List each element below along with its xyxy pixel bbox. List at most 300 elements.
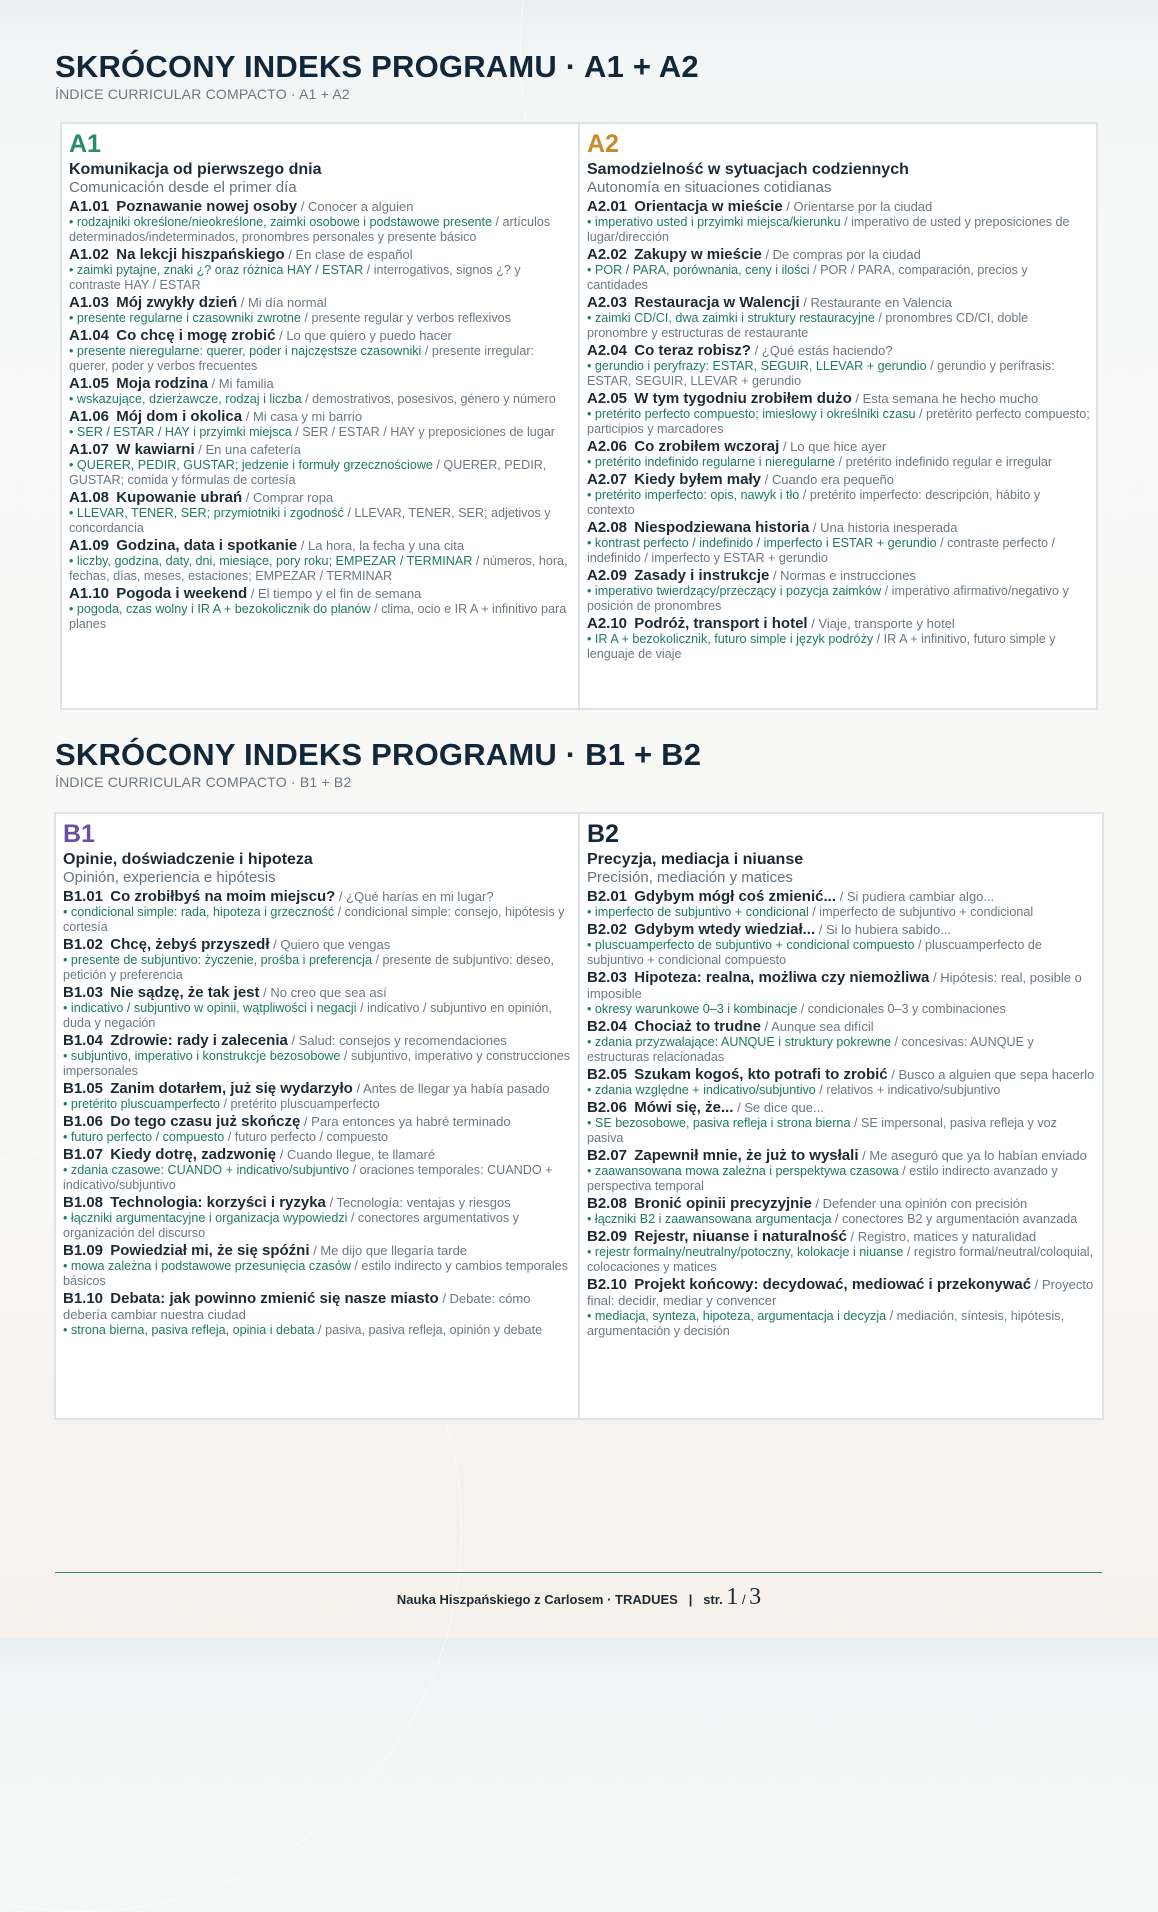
unit-description: • łączniki argumentacyjne i organizacja wypowiedzi / conectores argumentativos y organización del discurso (63, 1211, 519, 1240)
unit-entry (69, 376, 572, 407)
unit-entry (587, 1196, 1096, 1227)
bullet-icon: • (69, 392, 77, 406)
bullet-icon: • (587, 1245, 595, 1259)
unit-description: • łączniki B2 i zaawansowana argumentacja / conectores B2 y argumentación avanzada (587, 1212, 1078, 1226)
unit-code: B1.06 (63, 1113, 104, 1130)
unit-title-es: Proyecto final: decidir, mediar y convencer (587, 1277, 1094, 1308)
unit-code: B2.04 (587, 1018, 628, 1035)
bullet-icon: • (587, 584, 595, 598)
unit-description: • wskazujące, dzierżawcze, rodzaj i liczba / demostrativos, posesivos, género y número (69, 392, 556, 406)
unit-entry (587, 922, 1096, 968)
unit-title: Niespodziewana historia (634, 519, 810, 536)
unit-heading: B1.07 Kiedy dotrę, zadzwonię / Cuando llegue, te llamaré (63, 1146, 436, 1163)
index-table-b (54, 812, 1104, 1420)
unit-title: Zasady i instrukcje (634, 567, 770, 584)
unit-entry (587, 295, 1090, 341)
unit-grammar-es: IR A + infinitivo, futuro simple y lenguaje de viaje (587, 632, 1056, 661)
unit-grammar-pl: okresy warunkowe 0–3 i kombinacje (594, 1002, 798, 1016)
unit-description: • SE bezosobowe, pasiva refleja i strona bierna / SE impersonal, pasiva refleja y voz pasiva (587, 1116, 1057, 1145)
unit-code: B1.02 (63, 936, 104, 953)
unit-entry (587, 520, 1090, 566)
bullet-icon: • (63, 1130, 71, 1144)
unit-description: • imperfecto de subjuntivo + condicional / imperfecto de subjuntivo + condicional (587, 905, 1034, 919)
unit-grammar-pl: SER / ESTAR / HAY i przyimki miejsca (76, 425, 292, 439)
unit-title-es: Debate: cómo debería cambiar nuestra ciudad (63, 1291, 531, 1322)
bullet-icon: • (69, 458, 77, 472)
unit-title-es: Me dijo que llegaría tarde (320, 1243, 468, 1258)
page-label: str. (703, 1592, 723, 1607)
unit-grammar-es: condicional simple: consejo, hipótesis y cortesía (63, 905, 565, 934)
unit-grammar-es: presente regular y verbos reflexivos (311, 311, 511, 325)
unit-heading: A2.01 Orientacja w mieście / Orientarse por la ciudad (587, 198, 933, 215)
unit-grammar-pl: zdania względne + indicativo/subjuntivo (594, 1083, 816, 1097)
unit-entry (69, 295, 572, 326)
unit-heading: A1.10 Pogoda i weekend / El tiempo y el fin de semana (69, 585, 422, 602)
unit-grammar-es: imperfecto de subjuntivo + condicional (819, 905, 1034, 919)
bullet-icon: • (69, 554, 77, 568)
unit-title: Godzina, data i spotkanie (116, 537, 298, 554)
unit-title-es: Normas e instrucciones (780, 568, 916, 583)
bullet-icon: • (587, 1116, 595, 1130)
unit-description: • strona bierna, pasiva refleja, opinia i debata / pasiva, pasiva refleja, opinión y debate (63, 1323, 543, 1337)
unit-entry (63, 1081, 572, 1112)
unit-entry (587, 889, 1096, 920)
unit-code: A2.04 (587, 342, 628, 359)
unit-entry (69, 538, 572, 584)
unit-grammar-es: futuro perfecto / compuesto (234, 1130, 389, 1144)
unit-heading: A2.03 Restauracja w Walencji / Restaurante en Valencia (587, 294, 952, 311)
bullet-icon: • (63, 1211, 71, 1225)
unit-grammar-pl: pretérito perfecto compuesto; imiesłowy i określniki czasu (594, 407, 916, 421)
unit-entry (587, 472, 1090, 518)
page-total: 3 (749, 1584, 762, 1610)
unit-grammar-es: LLEVAR, TENER, SER; adjetivos y concordancia (69, 506, 551, 535)
unit-title: Mój dom i okolica (116, 408, 243, 425)
unit-heading: A1.05 Moja rodzina / Mi familia (69, 375, 274, 392)
unit-description: • pogoda, czas wolny i IR A + bezokolicznik do planów / clima, ocio e IR A + infinitivo para planes (69, 602, 567, 631)
unit-entry (63, 1195, 572, 1241)
unit-grammar-pl: POR / PARA, porównania, ceny i ilości (594, 263, 810, 277)
unit-code: B2.03 (587, 969, 628, 986)
unit-title-es: Mi familia (218, 376, 274, 391)
column-subtitle: Precisión, mediación y matices (587, 869, 793, 886)
bullet-icon: • (587, 536, 595, 550)
unit-entry (63, 985, 572, 1031)
unit-code: B1.04 (63, 1032, 104, 1049)
index-table-a (60, 122, 1098, 710)
unit-entry (587, 1148, 1096, 1194)
unit-description: • zaawansowana mowa zależna i perspektywa czasowa / estilo indirecto avanzado y perspectiva temporal (587, 1164, 1058, 1193)
unit-code: B2.05 (587, 1066, 628, 1083)
unit-title: Orientacja w mieście (634, 198, 783, 215)
unit-grammar-pl: zaimki CD/CI, dwa zaimki i struktury restauracyjne (594, 311, 875, 325)
bullet-icon: • (69, 425, 77, 439)
unit-grammar-es: estilo indirecto y cambios temporales básicos (63, 1259, 568, 1288)
unit-entry (587, 439, 1090, 470)
unit-title: Technologia: korzyści i ryzyka (110, 1194, 326, 1211)
unit-heading: B1.02 Chcę, żebyś przyszedł / Quiero que vengas (63, 936, 391, 953)
unit-title: Mój zwykły dzień (116, 294, 238, 311)
unit-code: A1.10 (69, 585, 110, 602)
unit-entry (69, 490, 572, 536)
unit-description: • pretérito imperfecto: opis, nawyk i tło / pretérito imperfecto: descripción, hábito y contexto (587, 488, 1041, 517)
unit-grammar-es: clima, ocio e IR A + infinitivo para planes (69, 602, 567, 631)
unit-title: Szukam kogoś, kto potrafi to zrobić (634, 1066, 888, 1083)
unit-title: Bronić opinii precyzyjnie (634, 1195, 812, 1212)
unit-title: Gdybym wtedy wiedział... (634, 921, 816, 938)
unit-code: B2.06 (587, 1099, 628, 1116)
unit-title-es: La hora, la fecha y una cita (307, 538, 465, 553)
unit-grammar-pl: kontrast perfecto / indefinido / imperfecto i ESTAR + gerundio (594, 536, 937, 550)
unit-grammar-pl: futuro perfecto / compuesto (70, 1130, 225, 1144)
unit-code: B2.01 (587, 888, 628, 905)
unit-title: Nie sądzę, że tak jest (110, 984, 260, 1001)
unit-title: Zakupy w mieście (634, 246, 762, 263)
unit-title: Chcę, żebyś przyszedł (110, 936, 270, 953)
unit-grammar-pl: subjuntivo, imperativo i konstrukcje bezosobowe (70, 1049, 341, 1063)
unit-grammar-pl: strona bierna, pasiva refleja, opinia i debata (70, 1323, 315, 1337)
unit-heading: B2.10 Projekt końcowy: decydować, mediować i przekonywać / Proyecto final: decidir, mediar y convencer (587, 1276, 1094, 1308)
bullet-icon: • (587, 311, 595, 325)
unit-description: • presente de subjuntivo: życzenie, prośba i preferencja / presente de subjuntivo: deseo, petición y preferencia (63, 953, 554, 982)
unit-heading: B1.10 Debata: jak powinno zmienić się nasze miasto / Debate: cómo debería cambiar nuestra ciudad (63, 1290, 531, 1322)
unit-heading: B2.04 Chociaż to trudne / Aunque sea difícil (587, 1018, 874, 1035)
unit-title: W kawiarni (116, 441, 195, 458)
unit-grammar-pl: pretérito pluscuamperfecto (70, 1097, 221, 1111)
unit-code: A2.09 (587, 567, 628, 584)
unit-code: B2.08 (587, 1195, 628, 1212)
unit-grammar-pl: mowa zależna i podstawowe przesunięcia czasów (70, 1259, 351, 1273)
unit-code: A1.09 (69, 537, 110, 554)
bullet-icon: • (587, 938, 595, 952)
bullet-icon: • (587, 1083, 595, 1097)
level-heading: B2 (587, 820, 619, 848)
section-title: SKRÓCONY INDEKS PROGRAMU · B1 + B2 (55, 737, 702, 772)
unit-entry (69, 586, 572, 632)
unit-title-es: De compras por la ciudad (772, 247, 921, 262)
bullet-icon: • (587, 1309, 595, 1323)
unit-description: • rejestr formalny/neutralny/potoczny, kolokacje i niuanse / registro formal/neutral/coloquial, colocaciones y matices (587, 1245, 1094, 1274)
unit-heading: B1.08 Technologia: korzyści i ryzyka / Tecnología: ventajas y riesgos (63, 1194, 511, 1211)
unit-description: • rodzajniki określone/nieokreślone, zaimki osobowe i podstawowe presente / artículos determinados/indeterminados, pronombres personales y presente básico (69, 215, 551, 244)
bullet-icon: • (69, 344, 77, 358)
unit-description: • imperativo twierdzący/przeczący i pozycja zaimków / imperativo afirmativo/negativo y posición de pronombres (587, 584, 1069, 613)
unit-entry (587, 568, 1090, 614)
bullet-icon: • (63, 1259, 71, 1273)
unit-code: B2.07 (587, 1147, 628, 1164)
unit-title: Zanim dotarłem, już się wydarzyło (110, 1080, 353, 1097)
unit-grammar-es: relativos + indicativo/subjuntivo (826, 1083, 1001, 1097)
unit-description: • zdania przyzwalające: AUNQUE i struktury pokrewne / concesivas: AUNQUE y estructuras relacionadas (587, 1035, 1034, 1064)
bullet-icon: • (587, 407, 595, 421)
unit-heading: A2.10 Podróż, transport i hotel / Viaje, transporte y hotel (587, 615, 955, 632)
unit-grammar-es: gerundio y perífrasis: ESTAR, SEGUIR, LLEVAR + gerundio (587, 359, 1055, 388)
unit-title-es: Cuando era pequeño (771, 472, 895, 487)
unit-title: Pogoda i weekend (116, 585, 248, 602)
unit-description: • zaimki CD/CI, dwa zaimki i struktury restauracyjne / pronombres CD/CI, doble pronombre y estructuras de restaurante (587, 311, 1029, 340)
unit-description: • condicional simple: rada, hipoteza i grzeczność / condicional simple: consejo, hipótesis y cortesía (63, 905, 565, 934)
unit-description: • LLEVAR, TENER, SER; przymiotniki i zgodność / LLEVAR, TENER, SER; adjetivos y concordancia (69, 506, 551, 535)
unit-grammar-es: estilo indirecto avanzado y perspectiva temporal (587, 1164, 1058, 1193)
level-heading: B1 (63, 820, 95, 848)
unit-entry (63, 1291, 572, 1338)
unit-entry (587, 1100, 1096, 1146)
unit-grammar-es: pasiva, pasiva refleja, opinión y debate (325, 1323, 543, 1337)
unit-entry (587, 247, 1090, 293)
unit-entry (587, 343, 1090, 389)
unit-title-es: No creo que sea así (270, 985, 387, 1000)
bullet-icon: • (587, 455, 595, 469)
unit-heading: B2.06 Mówi się, że... / Se dice que... (587, 1099, 824, 1116)
unit-code: A1.05 (69, 375, 110, 392)
unit-grammar-es: SE impersonal, pasiva refleja y voz pasiva (587, 1116, 1057, 1145)
unit-entry (587, 1067, 1096, 1098)
bullet-icon: • (69, 263, 77, 277)
bullet-icon: • (587, 1002, 595, 1016)
unit-heading: A2.02 Zakupy w mieście / De compras por la ciudad (587, 246, 921, 263)
unit-heading: B1.01 Co zrobiłbyś na moim miejscu? / ¿Qué harías en mi lugar? (63, 888, 494, 905)
unit-heading: B2.08 Bronić opinii precyzyjnie / Defender una opinión con precisión (587, 1195, 1028, 1212)
unit-code: B1.08 (63, 1194, 104, 1211)
unit-title-es: En una cafetería (205, 442, 301, 457)
unit-title-es: Viaje, transporte y hotel (818, 616, 955, 631)
unit-code: A1.02 (69, 246, 110, 263)
unit-title: Gdybym mógł coś zmienić... (634, 888, 836, 905)
unit-grammar-es: conectores argumentativos y organización del discurso (63, 1211, 519, 1240)
unit-title: Co teraz robisz? (634, 342, 751, 359)
unit-title: Kiedy dotrę, zadzwonię (110, 1146, 277, 1163)
column-a1 (62, 124, 578, 708)
unit-heading: A2.09 Zasady i instrukcje / Normas e instrucciones (587, 567, 916, 584)
unit-title: Moja rodzina (116, 375, 208, 392)
unit-title: Co zrobiłem wczoraj (634, 438, 780, 455)
unit-title-es: Restaurante en Valencia (810, 295, 952, 310)
column-subtitle: Opinión, experiencia e hipótesis (63, 869, 276, 886)
unit-description: • okresy warunkowe 0–3 i kombinacje / condicionales 0–3 y combinaciones (587, 1002, 1006, 1016)
bullet-icon: • (69, 215, 77, 229)
bullet-icon: • (63, 953, 71, 967)
bullet-icon: • (63, 1323, 71, 1337)
unit-title-es: Se dice que... (744, 1100, 824, 1115)
footer-divider (55, 1572, 1102, 1573)
unit-title-es: Cuando llegue, te llamaré (286, 1147, 436, 1162)
unit-heading: A1.02 Na lekcji hiszpańskiego / En clase de español (69, 246, 413, 263)
unit-entry (63, 937, 572, 983)
unit-title-es: Mi casa y mi barrio (252, 409, 363, 424)
unit-code: A1.06 (69, 408, 110, 425)
unit-heading: B1.04 Zdrowie: rady i zalecenia / Salud: consejos y recomendaciones (63, 1032, 507, 1049)
unit-entry (587, 1229, 1096, 1275)
unit-heading: A2.04 Co teraz robisz? / ¿Qué estás haciendo? (587, 342, 893, 359)
unit-grammar-es: condicionales 0–3 y combinaciones (807, 1002, 1006, 1016)
unit-code: B1.09 (63, 1242, 104, 1259)
unit-description: • gerundio i peryfrazy: ESTAR, SEGUIR, LLEVAR + gerundio / gerundio y perífrasis: ESTAR, SEGUIR, LLEVAR + gerundio (587, 359, 1055, 388)
unit-grammar-es: pluscuamperfecto de subjuntivo + condicional compuesto (587, 938, 1042, 967)
bullet-icon: • (63, 905, 71, 919)
unit-title: Zdrowie: rady i zalecenia (110, 1032, 288, 1049)
unit-title: Kiedy byłem mały (634, 471, 761, 488)
unit-grammar-pl: condicional simple: rada, hipoteza i grzeczność (70, 905, 335, 919)
unit-grammar-es: imperativo afirmativo/negativo y posición de pronombres (587, 584, 1069, 613)
unit-title: Kupowanie ubrań (116, 489, 243, 506)
level-heading: A2 (587, 130, 619, 158)
unit-heading: B2.03 Hipoteza: realna, możliwa czy niemożliwa / Hipótesis: real, posible o imposible (587, 969, 1082, 1001)
unit-code: A2.06 (587, 438, 628, 455)
unit-grammar-pl: IR A + bezokolicznik, futuro simple i język podróży (594, 632, 874, 646)
unit-title-es: Aunque sea difícil (771, 1019, 874, 1034)
unit-grammar-pl: pretérito indefinido regularne i nieregularne (594, 455, 836, 469)
unit-grammar-es: pretérito pluscuamperfecto (230, 1097, 380, 1111)
column-a2 (578, 124, 1096, 708)
column-b1 (56, 814, 578, 1418)
unit-entry (587, 391, 1090, 437)
footer-separator: | (688, 1592, 693, 1607)
unit-description: • presente regularne i czasowniki zwrotne / presente regular y verbos reflexivos (69, 311, 511, 325)
unit-grammar-es: conectores B2 y argumentación avanzada (842, 1212, 1078, 1226)
unit-entry (69, 328, 572, 374)
unit-grammar-pl: liczby, godzina, daty, dni, miesiące, pory roku; EMPEZAR / TERMINAR (76, 554, 473, 568)
unit-title-es: Antes de llegar ya había pasado (362, 1081, 550, 1096)
unit-grammar-pl: łączniki argumentacyjne i organizacja wypowiedzi (70, 1211, 348, 1225)
unit-title: Na lekcji hiszpańskiego (116, 246, 285, 263)
unit-title-es: Esta semana he hecho mucho (862, 391, 1039, 406)
unit-description: • mediacja, synteza, hipoteza, argumentacja i decyzja / mediación, síntesis, hipótesis, argumentación y decisión (587, 1309, 1064, 1338)
unit-title-es: Busco a alguien que sepa hacerlo (898, 1067, 1095, 1082)
unit-grammar-es: pretérito imperfecto: descripción, hábito y contexto (587, 488, 1041, 517)
bullet-icon: • (587, 632, 595, 646)
unit-grammar-pl: imperativo twierdzący/przeczący i pozycja zaimków (594, 584, 882, 598)
unit-heading: B1.06 Do tego czasu już skończę / Para entonces ya habré terminado (63, 1113, 511, 1130)
unit-entry (587, 1019, 1096, 1065)
bullet-icon: • (63, 1049, 71, 1063)
unit-code: A1.01 (69, 198, 110, 215)
unit-entry (587, 1277, 1096, 1339)
bullet-icon: • (587, 1212, 595, 1226)
unit-entry (587, 199, 1090, 245)
unit-grammar-es: números, hora, fechas, días, meses, estaciones; EMPEZAR / TERMINAR (69, 554, 568, 583)
unit-entry (69, 199, 572, 245)
unit-grammar-pl: QUERER, PEDIR, GUSTAR; jedzenie i formuły grzecznościowe (76, 458, 433, 472)
unit-heading: B1.03 Nie sądzę, że tak jest / No creo que sea así (63, 984, 387, 1001)
unit-description: • zdania względne + indicativo/subjuntivo / relativos + indicativo/subjuntivo (587, 1083, 1001, 1097)
unit-entry (63, 889, 572, 935)
unit-title-es: Lo que quiero y puedo hacer (286, 328, 452, 343)
bullet-icon: • (69, 311, 77, 325)
unit-grammar-pl: presente de subjuntivo: życzenie, prośba i preferencja (70, 953, 372, 967)
bullet-icon: • (587, 1035, 595, 1049)
unit-grammar-pl: pretérito imperfecto: opis, nawyk i tło (594, 488, 800, 502)
unit-grammar-pl: zaawansowana mowa zależna i perspektywa czasowa (594, 1164, 899, 1178)
unit-title-es: Mi día normal (247, 295, 327, 310)
column-b2 (578, 814, 1102, 1418)
unit-heading: B2.02 Gdybym wtedy wiedział... / Si lo hubiera sabido... (587, 921, 952, 938)
unit-code: B1.01 (63, 888, 104, 905)
unit-entry (587, 616, 1090, 662)
unit-grammar-es: registro formal/neutral/coloquial, colocaciones y matices (587, 1245, 1094, 1274)
unit-description: • liczby, godzina, daty, dni, miesiące, pory roku; EMPEZAR / TERMINAR / números, hora, fechas, días, meses, estaciones; EMPEZAR / TERMINAR (69, 554, 568, 583)
unit-title-es: El tiempo y el fin de semana (257, 586, 422, 601)
unit-grammar-es: QUERER, PEDIR, GUSTAR; comida y fórmulas de cortesía (69, 458, 547, 487)
unit-grammar-pl: łączniki B2 i zaawansowana argumentacja (594, 1212, 832, 1226)
unit-code: B1.03 (63, 984, 104, 1001)
unit-title-es: Hipótesis: real, posible o imposible (587, 970, 1082, 1001)
unit-title-es: Quiero que vengas (280, 937, 391, 952)
unit-title: W tym tygodniu zrobiłem dużo (634, 390, 852, 407)
unit-entry (69, 442, 572, 488)
unit-grammar-es: pretérito perfecto compuesto; participios y marcadores (587, 407, 1090, 436)
unit-description: • indicativo / subjuntivo w opinii, wątpliwości i negacji / indicativo / subjuntivo en opinión, duda y negación (63, 1001, 552, 1030)
section-a1-a2 (55, 50, 1102, 102)
unit-grammar-pl: rejestr formalny/neutralny/potoczny, kolokacje i niuanse (594, 1245, 904, 1259)
unit-description: • mowa zależna i podstawowe przesunięcia czasów / estilo indirecto y cambios temporales básicos (63, 1259, 568, 1288)
unit-title: Powiedział mi, że się spóźni (110, 1242, 310, 1259)
unit-code: A2.03 (587, 294, 628, 311)
unit-code: A2.07 (587, 471, 628, 488)
unit-heading: A2.07 Kiedy byłem mały / Cuando era pequeño (587, 471, 895, 488)
unit-grammar-es: oraciones temporales: CUANDO + indicativo/subjuntivo (63, 1163, 553, 1192)
unit-grammar-pl: zdania przyzwalające: AUNQUE i struktury pokrewne (594, 1035, 891, 1049)
unit-title-es: En clase de español (295, 247, 413, 262)
unit-description: • QUERER, PEDIR, GUSTAR; jedzenie i formuły grzecznościowe / QUERER, PEDIR, GUSTAR; comida y fórmulas de cortesía (69, 458, 547, 487)
section-subtitle: ÍNDICE CURRICULAR COMPACTO · A1 + A2 (55, 86, 350, 102)
unit-grammar-pl: presente regularne i czasowniki zwrotne (76, 311, 301, 325)
unit-title-es: Lo que hice ayer (790, 439, 887, 454)
bullet-icon: • (587, 215, 595, 229)
footer-brand: Nauka Hiszpańskiego z Carlosem · TRADUES (396, 1592, 678, 1607)
unit-code: B2.10 (587, 1276, 628, 1293)
unit-description: • zdania czasowe: CUANDO + indicativo/subjuntivo / oraciones temporales: CUANDO + indicativo/subjuntivo (63, 1163, 553, 1192)
unit-heading: B2.05 Szukam kogoś, kto potrafi to zrobić / Busco a alguien que sepa hacerlo (587, 1066, 1095, 1083)
column-subtitle: Comunicación desde el primer día (69, 179, 297, 196)
unit-entry (63, 1033, 572, 1079)
unit-entry (587, 970, 1096, 1017)
unit-grammar-es: POR / PARA, comparación, precios y cantidades (587, 263, 1028, 292)
unit-heading: A1.08 Kupowanie ubrań / Comprar ropa (69, 489, 334, 506)
unit-description: • pluscuamperfecto de subjuntivo + condicional compuesto / pluscuamperfecto de subjuntivo + condicional compuesto (587, 938, 1042, 967)
unit-description: • POR / PARA, porównania, ceny i ilości / POR / PARA, comparación, precios y cantidades (587, 263, 1028, 292)
page-number: 1 (726, 1584, 739, 1610)
unit-heading: A1.04 Co chcę i mogę zrobić / Lo que quiero y puedo hacer (69, 327, 452, 344)
unit-grammar-pl: SE bezosobowe, pasiva refleja i strona bierna (594, 1116, 851, 1130)
unit-description: • subjuntivo, imperativo i konstrukcje bezosobowe / subjuntivo, imperativo y construcciones impersonales (63, 1049, 571, 1078)
bullet-icon: • (63, 1163, 71, 1177)
bullet-icon: • (63, 1001, 71, 1015)
unit-code: A2.01 (587, 198, 628, 215)
unit-grammar-pl: wskazujące, dzierżawcze, rodzaj i liczba (76, 392, 302, 406)
unit-title: Chociaż to trudne (634, 1018, 761, 1035)
unit-entry (69, 247, 572, 293)
unit-grammar-es: pronombres CD/CI, doble pronombre y estructuras de restaurante (587, 311, 1029, 340)
unit-grammar-es: SER / ESTAR / HAY y preposiciones de lugar (302, 425, 555, 439)
unit-grammar-pl: rodzajniki określone/nieokreślone, zaimki osobowe i podstawowe presente (76, 215, 493, 229)
unit-heading: A1.01 Poznawanie nowej osoby / Conocer a alguien (69, 198, 414, 215)
unit-grammar-pl: gerundio i peryfrazy: ESTAR, SEGUIR, LLEVAR + gerundio (594, 359, 927, 373)
unit-title: Debata: jak powinno zmienić się nasze miasto (110, 1290, 439, 1307)
unit-title-es: ¿Qué estás haciendo? (761, 343, 893, 358)
unit-grammar-es: artículos determinados/indeterminados, pronombres personales y presente básico (69, 215, 551, 244)
unit-description: • pretérito pluscuamperfecto / pretérito pluscuamperfecto (63, 1097, 380, 1111)
section-b1-b2 (55, 738, 1102, 790)
unit-heading: A1.06 Mój dom i okolica / Mi casa y mi barrio (69, 408, 363, 425)
unit-code: A2.05 (587, 390, 628, 407)
unit-grammar-pl: imperativo usted i przyimki miejsca/kierunku (594, 215, 841, 229)
unit-grammar-es: presente de subjuntivo: deseo, petición y preferencia (63, 953, 554, 982)
unit-heading: A1.03 Mój zwykły dzień / Mi día normal (69, 294, 327, 311)
unit-title-es: Defender una opinión con precisión (822, 1196, 1028, 1211)
unit-grammar-pl: zaimki pytajne, znaki ¿? oraz różnica HAY / ESTAR (76, 263, 364, 277)
unit-grammar-es: pretérito indefinido regular e irregular (845, 455, 1053, 469)
unit-entry (63, 1114, 572, 1145)
